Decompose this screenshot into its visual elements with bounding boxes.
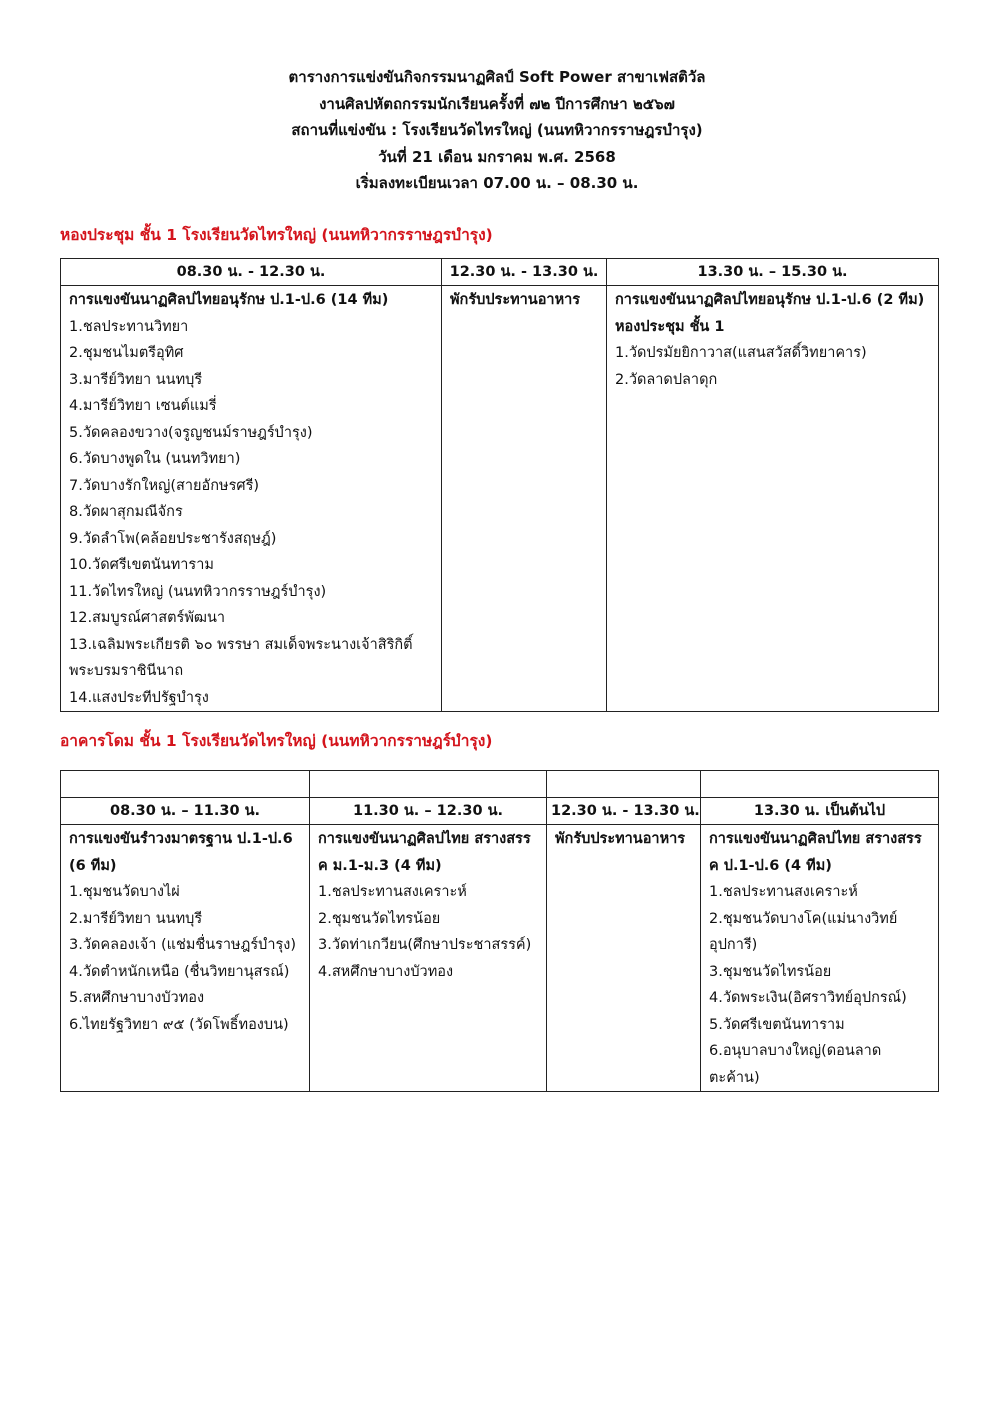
team-list-item: 1.ชลประทานสงเคราะห์ (318, 884, 467, 900)
header-date: วันที่ 21 เดือน มกราคม พ.ศ. 2568 (378, 147, 616, 166)
team-list (709, 879, 930, 1091)
section2-title: อาคารโดม ชั้น 1 โรงเรียนวัดไทรใหญ่ (นนทหิวากรราษฎร์บำรุง) (60, 732, 493, 750)
team-list-item: 4.วัดพระเงิน(อิศราวิทย์อุปกรณ์) (709, 990, 907, 1006)
section1-schedule-table (60, 258, 939, 712)
team-list-item: 10.วัดศรีเขตนันทาราม (69, 557, 214, 573)
time-slot-header: 12.30 น. - 13.30 น. (547, 798, 701, 825)
team-list-item: 2.ชุมชนวัดไทรน้อย (318, 910, 441, 927)
schedule-cell (310, 825, 547, 1092)
competition-title: การแขงขันนาฏศิลปไทยอนุรักษ ป.1-ป.6 (14 ทีม) (69, 292, 389, 308)
team-list-item: 9.วัดลำโพ(คล้อยประชารังสฤษฎ์) (69, 530, 277, 547)
break-label: พักรับประทานอาหาร (450, 292, 581, 308)
team-list-item: 13.เฉลิมพระเกียรติ ๖๐ พรรษา สมเด็จพระนางเจ้าสิริกิติ์ พระบรมราชินีนาถ (69, 636, 413, 679)
team-list-item: 7.วัดบางรักใหญ่(สายอักษรศรี) (69, 477, 260, 494)
team-list-item: 6.อนุบาลบางใหญ่(ดอนลาดตะค้าน) (709, 1043, 882, 1086)
team-list-item: 2.มารีย์วิทยา นนทบุรี (69, 910, 203, 927)
team-list-item: 4.มารีย์วิทยา เซนต์แมรี่ (69, 398, 217, 414)
schedule-cell (701, 825, 939, 1092)
team-list-item: 3.ชุมชนวัดไทรน้อย (709, 963, 832, 980)
time-slot-header: 08.30 น. – 11.30 น. (61, 798, 310, 825)
table-header-row (61, 798, 939, 825)
competition-title: การแขงขันรำวงมาตรฐาน ป.1-ป.6 (6 ทีม) (69, 831, 293, 874)
break-label: พักรับประทานอาหาร (555, 831, 686, 847)
team-list-item: 5.วัดคลองขวาง(จรูญชนม์ราษฎร์บำรุง) (69, 424, 313, 441)
team-list-item: 2.ชุมชนไมตรีอุทิศ (69, 345, 184, 361)
competition-title: การแขงขันนาฏศิลปไทย สรางสรรค ม.1-ม.3 (4 ทีม) (318, 831, 531, 874)
team-list (69, 314, 433, 712)
schedule-cell (61, 286, 442, 712)
time-slot-header: 08.30 น. - 12.30 น. (61, 259, 442, 286)
schedule-cell (442, 286, 607, 712)
section1-title: หองประชุม ชั้น 1 โรงเรียนวัดไทรใหญ่ (นนทหิวากรราษฎรบำรุง) (60, 226, 493, 244)
header-title: ตารางการแข่งขันกิจกรรมนาฏศิลป์ Soft Power สาขาเฟสติวัล (288, 68, 706, 86)
competition-title: การแขงขันนาฏศิลปไทยอนุรักษ ป.1-ป.6 (2 ทีม) หองประชุม ชั้น 1 (615, 292, 925, 335)
team-list-item: 1.วัดปรมัยยิกาวาส(แสนสวัสดิ์วิทยาคาร) (615, 345, 867, 361)
header-event: งานศิลปหัตถกรรมนักเรียนครั้งที่ ๗๒ ปีการศึกษา ๒๕๖๗ (319, 94, 675, 113)
time-slot-header: 12.30 น. - 13.30 น. (442, 259, 607, 286)
schedule-cell (607, 286, 939, 712)
table-blank-row (61, 771, 939, 798)
schedule-cell (547, 825, 701, 1092)
competition-title: การแขงขันนาฏศิลปไทย สรางสรรค ป.1-ป.6 (4 ทีม) (709, 831, 922, 874)
team-list (318, 879, 538, 985)
team-list-item: 5.สหศึกษาบางบัวทอง (69, 990, 205, 1006)
team-list-item: 5.วัดศรีเขตนันทาราม (709, 1016, 845, 1033)
time-slot-header: 11.30 น. – 12.30 น. (310, 798, 547, 825)
team-list-item: 1.ชลประทานวิทยา (69, 318, 189, 335)
document-header (0, 64, 994, 197)
section2-schedule-table (60, 770, 939, 1092)
team-list-item: 12.สมบูรณ์ศาสตร์พัฒนา (69, 610, 226, 626)
team-list-item: 2.ชุมชนวัดบางโค(แม่นางวิทย์อุปการี) (709, 910, 898, 953)
table-header-row (61, 259, 939, 286)
schedule-cell (61, 825, 310, 1092)
header-registration: เริ่มลงทะเบียนเวลา 07.00 น. – 08.30 น. (355, 174, 639, 192)
team-list-item: 3.มารีย์วิทยา นนทบุรี (69, 371, 203, 388)
team-list-item: 4.สหศึกษาบางบัวทอง (318, 963, 454, 980)
team-list-item: 11.วัดไทรใหญ่ (นนทหิวากรราษฎร์บำรุง) (69, 583, 327, 600)
team-list-item: 14.แสงประทีปรัฐบำรุง (69, 689, 209, 706)
team-list-item: 2.วัดลาดปลาดุก (615, 371, 718, 388)
team-list-item: 1.ชุมชนวัดบางไผ่ (69, 884, 180, 900)
header-venue: สถานที่แข่งขัน : โรงเรียนวัดไทรใหญ่ (นนทหิวากรราษฎรบำรุง) (291, 121, 703, 139)
team-list (69, 879, 301, 1038)
team-list-item: 3.วัดคลองเจ้า (แช่มชื่นราษฎร์บำรุง) (69, 937, 297, 953)
team-list-item: 3.วัดท่าเกวียน(ศึกษาประชาสรรค์) (318, 937, 532, 953)
team-list-item: 4.วัดตำหนักเหนือ (ชื่นวิทยานุสรณ์) (69, 963, 290, 980)
table-row (61, 825, 939, 1092)
team-list-item: 8.วัดผาสุกมณีจักร (69, 504, 183, 520)
time-slot-header: 13.30 น. เป็นต้นไป (701, 798, 939, 825)
team-list-item: 6.วัดบางพูดใน (นนทวิทยา) (69, 451, 241, 467)
table-row (61, 286, 939, 712)
team-list (615, 340, 930, 393)
team-list-item: 1.ชลประทานสงเคราะห์ (709, 884, 858, 900)
time-slot-header: 13.30 น. – 15.30 น. (607, 259, 939, 286)
team-list-item: 6.ไทยรัฐวิทยา ๙๕ (วัดโพธิ์ทองบน) (69, 1016, 289, 1033)
